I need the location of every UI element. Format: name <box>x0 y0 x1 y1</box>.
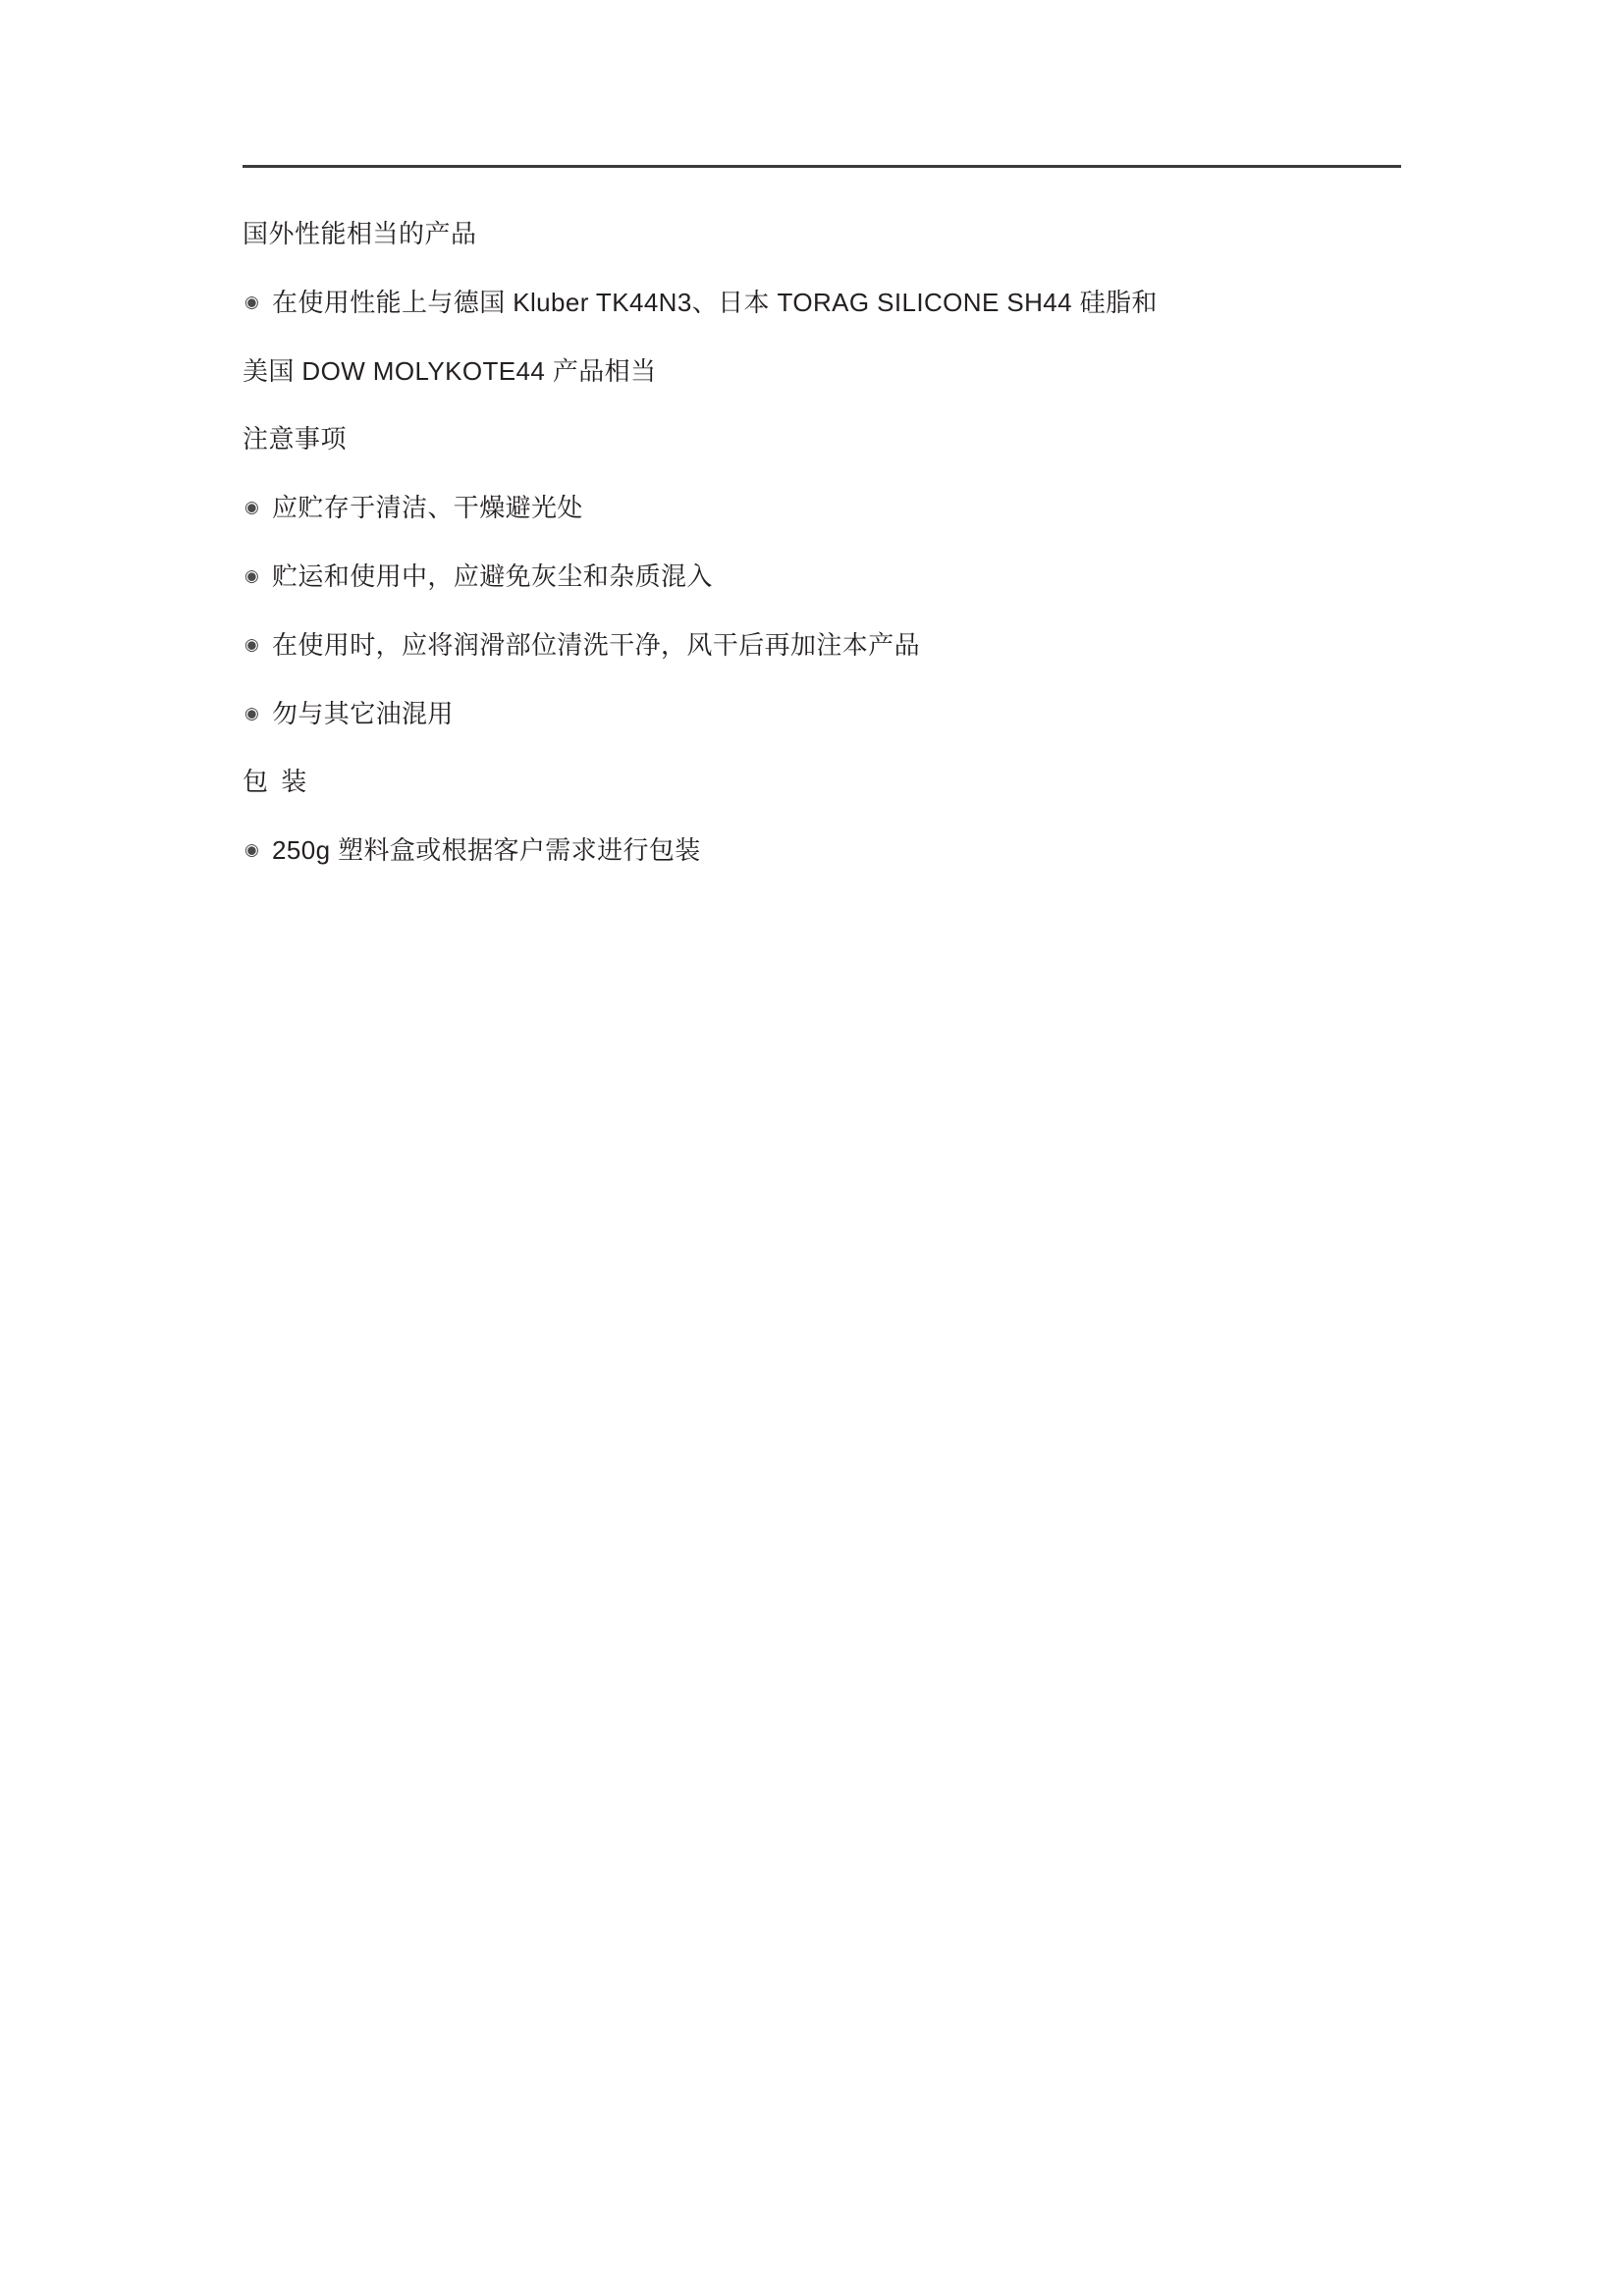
bullet-icon: ◉ <box>244 840 259 859</box>
list-item-label: 250g 塑料盒或根据客户需求进行包装 <box>272 835 701 865</box>
section-heading: 国外性能相当的产品 <box>243 219 477 248</box>
bullet-icon: ◉ <box>244 498 259 516</box>
bullet-icon: ◉ <box>244 704 259 722</box>
list-item <box>243 488 1401 527</box>
section-foreign-equivalents <box>243 215 1401 391</box>
section-packaging <box>243 763 1401 870</box>
list-item-label: 贮运和使用中，应避免灰尘和杂质混入 <box>272 561 713 591</box>
list-item-continuation: 美国 DOW MOLYKOTE44 产品相当 <box>243 356 657 386</box>
list-item-label: 勿与其它油混用 <box>272 699 454 728</box>
list-item <box>243 557 1401 596</box>
list-item-label: 在使用时，应将润滑部位清洗干净，风干后再加注本产品 <box>272 630 921 660</box>
list-item <box>243 694 1401 733</box>
section-heading: 注意事项 <box>243 424 348 454</box>
list-item-label: 应贮存于清洁、干燥避光处 <box>272 493 583 522</box>
list-item <box>243 283 1401 322</box>
section-heading: 包 装 <box>243 767 310 796</box>
list-item <box>243 830 1401 870</box>
page-content <box>243 165 1401 899</box>
section-precautions <box>243 420 1401 733</box>
header-divider <box>243 165 1401 168</box>
bullet-icon: ◉ <box>244 566 259 585</box>
bullet-icon: ◉ <box>244 293 259 311</box>
list-item <box>243 625 1401 665</box>
list-item-label: 在使用性能上与德国 Kluber TK44N3、日本 TORAG SILICONE SH44 硅脂和 <box>272 288 1158 317</box>
bullet-icon: ◉ <box>244 635 259 654</box>
